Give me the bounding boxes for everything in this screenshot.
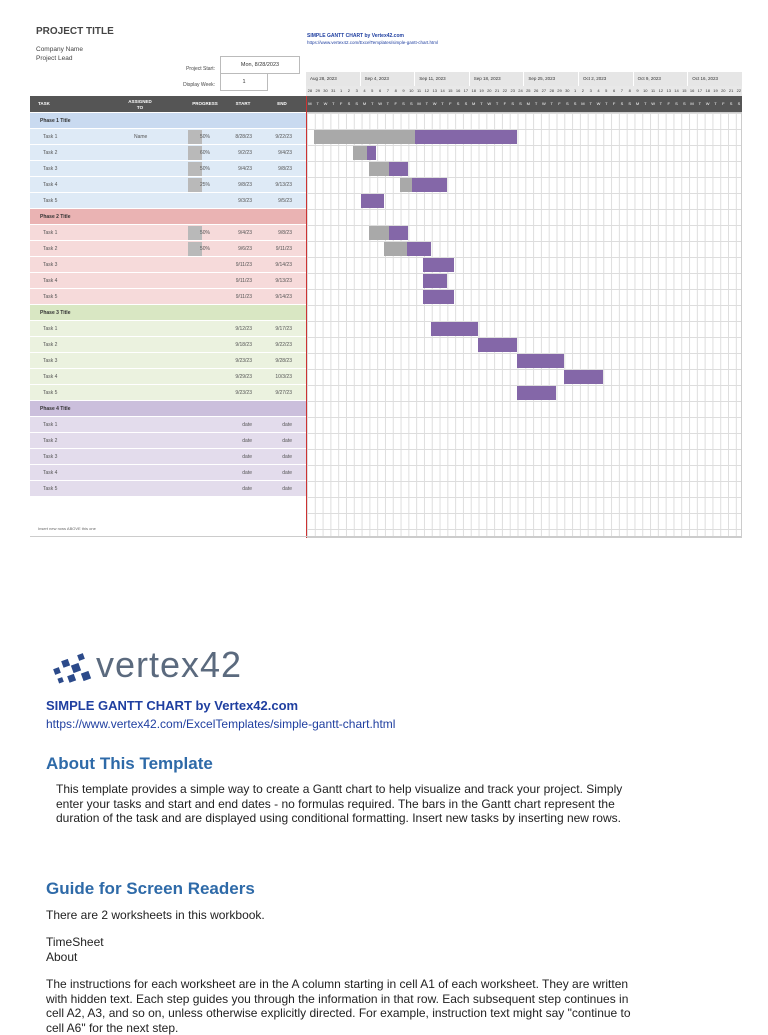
gantt-bar-remaining bbox=[423, 258, 454, 272]
gantt-bar-remaining bbox=[389, 162, 408, 176]
phase-header[interactable] bbox=[30, 305, 306, 321]
task-start: 9/8/23 bbox=[238, 182, 252, 188]
week-header: Sep 18, 2023 bbox=[470, 72, 525, 86]
gantt-bar-remaining bbox=[423, 274, 446, 288]
day-letter: T bbox=[659, 101, 663, 106]
day-number: 9 bbox=[636, 88, 639, 93]
phase-title: Phase 4 Title bbox=[40, 406, 71, 412]
day-letter: S bbox=[682, 101, 686, 106]
about-heading: About This Template bbox=[46, 754, 213, 773]
task-row[interactable] bbox=[30, 145, 306, 161]
day-number: 1 bbox=[573, 88, 577, 93]
week-header: Oct 9, 2023 bbox=[634, 72, 689, 86]
gantt-bar-complete bbox=[369, 162, 389, 176]
day-letter: M bbox=[690, 101, 694, 106]
gantt-bar-remaining bbox=[415, 130, 517, 144]
gantt-bar-complete bbox=[353, 146, 367, 160]
day-letter: F bbox=[722, 101, 725, 106]
task-name: Task 5 bbox=[43, 390, 58, 396]
task-start: 9/4/23 bbox=[238, 166, 252, 172]
task-end: 9/8/23 bbox=[278, 230, 292, 236]
day-letter: S bbox=[511, 101, 515, 106]
guide-heading: Guide for Screen Readers bbox=[46, 879, 255, 898]
task-name: Task 5 bbox=[43, 294, 58, 300]
vertex42-logo bbox=[48, 644, 248, 690]
day-number: 15 bbox=[448, 88, 453, 93]
phase-title: Phase 1 Title bbox=[40, 118, 71, 124]
day-letter: T bbox=[550, 101, 553, 106]
sheet-name-timesheet: TimeSheet bbox=[46, 935, 104, 949]
day-letter: T bbox=[386, 101, 390, 106]
col-progress: PROGRESS bbox=[192, 101, 218, 106]
day-letter: T bbox=[644, 101, 647, 106]
task-end: 9/22/23 bbox=[275, 342, 292, 348]
day-letter: S bbox=[402, 101, 405, 106]
col-assigned: ASSIGNED TO bbox=[128, 99, 152, 110]
day-number: 11 bbox=[417, 88, 422, 93]
task-end: 9/14/23 bbox=[275, 294, 292, 300]
task-end: 9/11/23 bbox=[275, 246, 292, 252]
day-number: 13 bbox=[666, 88, 671, 93]
day-letter: F bbox=[394, 101, 397, 106]
day-number: 9 bbox=[402, 88, 405, 93]
day-letter: T bbox=[441, 101, 444, 106]
day-letter: M bbox=[362, 101, 367, 106]
gantt-bar-remaining bbox=[389, 226, 408, 240]
day-number: 7 bbox=[620, 88, 624, 93]
day-number: 26 bbox=[533, 88, 539, 93]
gantt-bar-remaining bbox=[367, 146, 376, 160]
day-number: 29 bbox=[557, 88, 562, 93]
display-week-label: Display Week: bbox=[183, 82, 215, 88]
gantt-bar-remaining bbox=[407, 242, 431, 256]
day-number: 8 bbox=[394, 88, 397, 93]
task-name: Task 1 bbox=[43, 230, 58, 236]
day-number: 4 bbox=[597, 88, 600, 93]
day-number: 30 bbox=[323, 88, 328, 93]
task-progress: 25% bbox=[199, 182, 210, 188]
day-letter: M bbox=[635, 101, 640, 106]
day-number: 2 bbox=[581, 88, 585, 93]
day-number: 14 bbox=[674, 88, 679, 93]
task-progress: 50% bbox=[199, 246, 210, 252]
task-table-header bbox=[30, 96, 306, 112]
day-number: 20 bbox=[487, 88, 492, 93]
task-name: Task 4 bbox=[43, 470, 58, 476]
task-row[interactable] bbox=[30, 433, 306, 449]
task-progress: 50% bbox=[199, 166, 210, 172]
task-end: 9/22/23 bbox=[275, 134, 292, 140]
task-row[interactable] bbox=[30, 449, 306, 465]
day-letter: S bbox=[729, 101, 733, 106]
day-letter: W bbox=[542, 101, 546, 106]
task-row[interactable] bbox=[30, 193, 306, 209]
task-row[interactable] bbox=[30, 225, 306, 241]
task-name: Task 3 bbox=[43, 262, 58, 268]
day-number: 17 bbox=[697, 88, 703, 93]
task-row[interactable] bbox=[30, 385, 306, 401]
task-name: Task 3 bbox=[43, 358, 58, 364]
today-marker bbox=[306, 96, 307, 538]
day-number: 1 bbox=[339, 88, 343, 93]
task-start: 9/3/23 bbox=[238, 198, 252, 204]
task-start: date bbox=[242, 422, 252, 428]
col-task: TASK bbox=[38, 101, 50, 106]
week-header: Sep 11, 2023 bbox=[415, 72, 470, 86]
task-end: 9/13/23 bbox=[275, 278, 292, 284]
day-number: 21 bbox=[728, 88, 734, 93]
task-row[interactable] bbox=[30, 481, 306, 497]
task-end: date bbox=[282, 470, 292, 476]
task-start: 9/29/23 bbox=[235, 374, 252, 380]
task-start: 9/11/23 bbox=[235, 294, 252, 300]
task-row[interactable] bbox=[30, 161, 306, 177]
day-number: 27 bbox=[541, 88, 547, 93]
day-letter: W bbox=[651, 101, 655, 106]
task-start: 9/2/23 bbox=[238, 150, 252, 156]
day-letter: S bbox=[347, 101, 351, 106]
day-letter: S bbox=[456, 101, 460, 106]
task-start: 8/28/23 bbox=[235, 134, 252, 140]
day-number: 6 bbox=[612, 88, 616, 93]
day-number: 19 bbox=[479, 88, 484, 93]
gantt-bar-remaining bbox=[431, 322, 478, 336]
day-letter: T bbox=[534, 101, 538, 106]
project-lead[interactable]: Project Lead bbox=[36, 55, 73, 62]
week-header: Oct 16, 2023 bbox=[688, 72, 743, 86]
logo-wordmark: vertex42 bbox=[96, 644, 243, 685]
day-number: 20 bbox=[721, 88, 726, 93]
day-number: 10 bbox=[643, 88, 648, 93]
gantt-bar-remaining bbox=[517, 354, 564, 368]
day-letter: T bbox=[589, 101, 592, 106]
day-letter: S bbox=[628, 101, 632, 106]
day-letter: F bbox=[503, 101, 507, 106]
display-week-input[interactable]: 1 bbox=[220, 73, 268, 91]
task-progress: 50% bbox=[199, 134, 210, 140]
gantt-bar-remaining bbox=[423, 290, 454, 304]
task-row[interactable] bbox=[30, 369, 306, 385]
day-number: 10 bbox=[409, 88, 414, 93]
task-name: Task 2 bbox=[43, 438, 58, 444]
task-name: Task 2 bbox=[43, 246, 58, 252]
gantt-bar-complete bbox=[400, 178, 412, 192]
task-row[interactable] bbox=[30, 257, 306, 273]
day-letter: W bbox=[705, 101, 710, 106]
task-name: Task 4 bbox=[43, 374, 58, 380]
day-letter: F bbox=[449, 101, 452, 106]
table-bottom-border bbox=[30, 536, 742, 537]
day-letter: F bbox=[558, 101, 561, 106]
task-end: date bbox=[282, 438, 292, 444]
gantt-bar-remaining bbox=[478, 338, 517, 352]
task-start: 9/18/23 bbox=[235, 342, 252, 348]
task-start: 9/6/23 bbox=[238, 246, 252, 252]
task-progress: 50% bbox=[199, 230, 210, 236]
day-letter: S bbox=[409, 101, 413, 106]
day-letter: S bbox=[464, 101, 468, 106]
day-letter: M bbox=[417, 101, 421, 106]
task-start: 9/11/23 bbox=[235, 262, 252, 268]
guide-instructions: The instructions for each worksheet are in the A column starting in cell A1 of each worksheet. They are written with hidden text. Each step guides you through the information in that row. Each subsequent step continues in cell A2, A3, and so on, unless otherwise explicitly directed. For example, instruction text might say "continue to cell A6" for the next step. bbox=[46, 977, 631, 1035]
day-letter: T bbox=[495, 101, 499, 106]
task-progress: 60% bbox=[199, 150, 210, 156]
task-assigned: Name bbox=[134, 134, 148, 140]
phase-header[interactable] bbox=[30, 209, 306, 225]
day-number: 18 bbox=[705, 88, 710, 93]
task-name: Task 1 bbox=[43, 326, 58, 332]
gantt-bar-remaining bbox=[361, 194, 384, 208]
phase-title: Phase 3 Title bbox=[40, 310, 71, 316]
phase-title: Phase 2 Title bbox=[40, 214, 71, 220]
insert-rows-note: Insert new rows ABOVE this one bbox=[38, 526, 96, 531]
week-header: Sep 4, 2023 bbox=[361, 72, 416, 86]
day-letter: T bbox=[605, 101, 608, 106]
task-end: 9/17/23 bbox=[275, 326, 292, 332]
task-end: 9/14/23 bbox=[275, 262, 292, 268]
day-letter: W bbox=[378, 101, 382, 106]
day-number: 7 bbox=[386, 88, 390, 93]
week-header: Oct 2, 2023 bbox=[579, 72, 634, 86]
day-number: 12 bbox=[658, 88, 664, 93]
task-start: 9/23/23 bbox=[235, 358, 252, 364]
day-number: 4 bbox=[363, 88, 366, 93]
task-row[interactable] bbox=[30, 321, 306, 337]
day-number: 16 bbox=[689, 88, 695, 93]
task-row[interactable] bbox=[30, 273, 306, 289]
task-start: 9/4/23 bbox=[238, 230, 252, 236]
about-url-link[interactable]: https://www.vertex42.com/ExcelTemplates/simple-gantt-chart.html bbox=[46, 717, 396, 731]
day-letter: F bbox=[339, 101, 343, 106]
task-start: date bbox=[242, 438, 252, 444]
day-letter: T bbox=[480, 101, 483, 106]
day-number: 3 bbox=[355, 88, 358, 93]
day-number: 5 bbox=[605, 88, 608, 93]
day-number: 22 bbox=[736, 88, 742, 93]
guide-intro: There are 2 worksheets in this workbook. bbox=[46, 908, 265, 922]
day-number: 24 bbox=[518, 88, 523, 93]
task-row[interactable] bbox=[30, 289, 306, 305]
week-header: Sep 25, 2023 bbox=[524, 72, 579, 86]
day-letters bbox=[306, 96, 742, 112]
col-start: START bbox=[235, 101, 251, 106]
day-number: 21 bbox=[494, 88, 500, 93]
day-letter: F bbox=[667, 101, 670, 106]
gantt-chart bbox=[306, 72, 742, 538]
day-letter: S bbox=[620, 101, 624, 106]
task-end: 9/5/23 bbox=[278, 198, 292, 204]
day-letter: T bbox=[332, 101, 335, 106]
day-number: 18 bbox=[471, 88, 476, 93]
about-title: SIMPLE GANTT CHART by Vertex42.com bbox=[46, 698, 299, 713]
day-letter: T bbox=[425, 101, 429, 106]
task-start: 9/11/23 bbox=[235, 278, 252, 284]
day-number: 25 bbox=[526, 88, 531, 93]
week-header: Aug 28, 2023 bbox=[306, 72, 361, 86]
about-text: This template provides a simple way to create a Gantt chart to help visualize and track your project. Simply enter your tasks and start and end dates - no formulas required. The bars in the Gantt chart represent the duration of the task and are displayed using conditional formatting. Insert new tasks by inserting new rows. bbox=[56, 782, 623, 825]
day-number: 17 bbox=[463, 88, 469, 93]
day-letter: S bbox=[519, 101, 522, 106]
day-letter: W bbox=[596, 101, 601, 106]
gantt-bar-complete bbox=[314, 130, 415, 144]
chart-url-link[interactable]: https://www.vertex42.com/ExcelTemplates/simple-gantt-chart.html bbox=[307, 40, 439, 45]
phase-header[interactable] bbox=[30, 113, 306, 129]
day-letter: T bbox=[698, 101, 702, 106]
day-letter: M bbox=[526, 101, 530, 106]
day-letter: S bbox=[737, 101, 741, 106]
day-letter: T bbox=[316, 101, 319, 106]
day-numbers bbox=[306, 86, 742, 96]
day-letter: S bbox=[355, 101, 359, 106]
day-number: 23 bbox=[510, 88, 515, 93]
day-letter: S bbox=[675, 101, 678, 106]
task-start: date bbox=[242, 454, 252, 460]
day-number: 15 bbox=[682, 88, 687, 93]
day-number: 14 bbox=[440, 88, 445, 93]
gantt-bar-complete bbox=[369, 226, 389, 240]
company-name[interactable]: Company Name bbox=[36, 46, 83, 53]
day-number: 8 bbox=[628, 88, 631, 93]
project-start-input[interactable]: Mon, 8/28/2023 bbox=[220, 56, 300, 74]
day-number: 16 bbox=[455, 88, 461, 93]
task-start: 9/23/23 bbox=[235, 390, 252, 396]
day-number: 3 bbox=[589, 88, 592, 93]
task-name: Task 3 bbox=[43, 454, 58, 460]
day-number: 13 bbox=[432, 88, 437, 93]
task-end: 9/28/23 bbox=[275, 358, 292, 364]
task-name: Task 4 bbox=[43, 182, 58, 188]
day-number: 29 bbox=[315, 88, 320, 93]
project-start-label: Project Start: bbox=[186, 66, 215, 72]
task-name: Task 3 bbox=[43, 166, 58, 172]
task-name: Task 1 bbox=[43, 422, 58, 428]
task-end: 10/3/23 bbox=[275, 374, 292, 380]
gantt-bar-remaining bbox=[517, 386, 556, 400]
day-number: 22 bbox=[502, 88, 508, 93]
day-letter: W bbox=[323, 101, 328, 106]
col-end: END bbox=[277, 101, 287, 106]
task-name: Task 4 bbox=[43, 278, 58, 284]
task-end: 9/27/23 bbox=[275, 390, 292, 396]
phase-header[interactable] bbox=[30, 401, 306, 417]
day-letter: W bbox=[487, 101, 492, 106]
day-letter: M bbox=[308, 101, 312, 106]
task-end: 9/8/23 bbox=[278, 166, 292, 172]
task-end: 9/13/23 bbox=[275, 182, 292, 188]
task-name: Task 5 bbox=[43, 198, 58, 204]
task-end: date bbox=[282, 422, 292, 428]
day-letter: T bbox=[714, 101, 717, 106]
day-letter: S bbox=[573, 101, 577, 106]
gantt-bar-complete bbox=[384, 242, 407, 256]
day-number: 6 bbox=[378, 88, 382, 93]
day-number: 2 bbox=[347, 88, 351, 93]
task-row[interactable] bbox=[30, 177, 306, 193]
task-start: date bbox=[242, 486, 252, 492]
task-row[interactable] bbox=[30, 465, 306, 481]
day-number: 28 bbox=[549, 88, 554, 93]
day-letter: M bbox=[581, 101, 585, 106]
day-letter: S bbox=[565, 101, 569, 106]
task-row[interactable] bbox=[30, 337, 306, 353]
task-end: date bbox=[282, 454, 292, 460]
day-letter: M bbox=[472, 101, 476, 106]
task-name: Task 2 bbox=[43, 342, 58, 348]
task-name: Task 2 bbox=[43, 150, 58, 156]
day-number: 19 bbox=[713, 88, 718, 93]
day-number: 31 bbox=[331, 88, 336, 93]
gantt-bar-remaining bbox=[564, 370, 603, 384]
task-row[interactable] bbox=[30, 417, 306, 433]
task-row[interactable] bbox=[30, 353, 306, 369]
empty-row[interactable] bbox=[30, 497, 306, 513]
task-start: date bbox=[242, 470, 252, 476]
day-number: 28 bbox=[307, 88, 313, 93]
task-end: date bbox=[282, 486, 292, 492]
day-number: 12 bbox=[424, 88, 430, 93]
gantt-bar-remaining bbox=[412, 178, 447, 192]
task-end: 9/4/23 bbox=[278, 150, 292, 156]
task-start: 9/12/23 bbox=[235, 326, 252, 332]
task-name: Task 1 bbox=[43, 134, 58, 140]
day-letter: W bbox=[432, 101, 437, 106]
day-letter: T bbox=[371, 101, 374, 106]
task-name: Task 5 bbox=[43, 486, 58, 492]
day-number: 5 bbox=[371, 88, 374, 93]
day-letter: F bbox=[612, 101, 616, 106]
task-row[interactable] bbox=[30, 129, 306, 145]
chart-title-link[interactable]: SIMPLE GANTT CHART by Vertex42.com bbox=[307, 33, 404, 39]
day-number: 11 bbox=[651, 88, 656, 93]
task-row[interactable] bbox=[30, 241, 306, 257]
day-number: 30 bbox=[565, 88, 570, 93]
project-title[interactable]: PROJECT TITLE bbox=[36, 26, 114, 37]
sheet-name-about: About bbox=[46, 950, 78, 964]
